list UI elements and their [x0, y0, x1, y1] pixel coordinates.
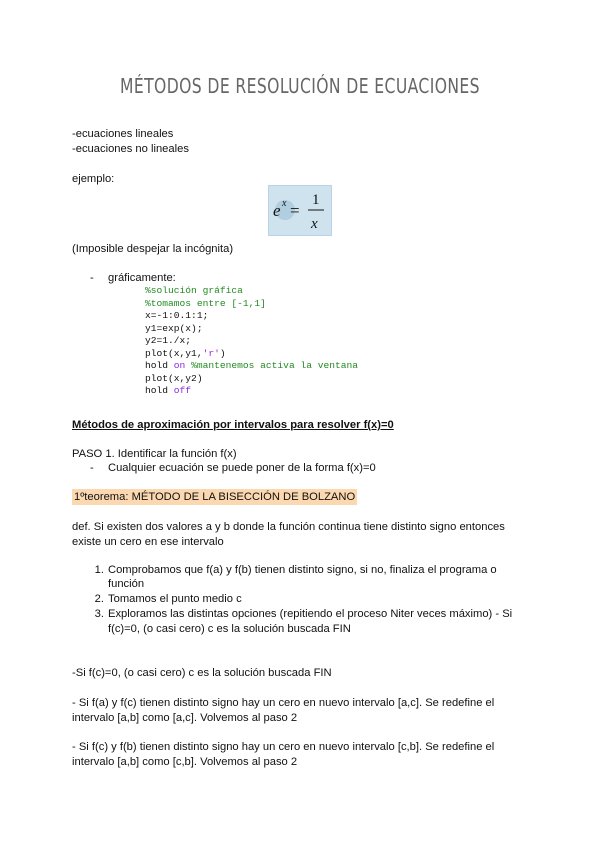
code-line [145, 348, 358, 361]
formula-svg [269, 186, 331, 235]
code-token: hold [145, 385, 174, 396]
step-3-line-2: f(c)=0, (o casi cero) c es la solución buscada FIN [108, 623, 351, 635]
step-2-line-1: Tomamos el punto medio c [108, 593, 242, 605]
code-line: %tomamos entre [-1,1] [145, 297, 266, 309]
step-1-line-1: Comprobamos que f(a) y f(b) tienen distinto signo, si no, finaliza el programa o [108, 564, 497, 576]
graphical-label: gráficamente: [108, 272, 176, 284]
theorem-title [72, 490, 357, 504]
graphical-bullet: - [90, 272, 94, 284]
paso1-bullet: - [90, 462, 94, 474]
case-3-line-1: - Si f(c) y f(b) tienen distinto signo hay un cero en nuevo intervalo [c,b]. Se redefine el [72, 741, 495, 753]
code-block [145, 285, 358, 398]
code-line [145, 385, 358, 398]
step-3-line-1: Exploramos las distintas opciones (repitiendo el proceso Niter veces máximo) - Si [108, 608, 513, 620]
theorem-highlight: 1ºteorema: MÉTODO DE LA BISECCIÓN DE BOLZANO [74, 491, 356, 503]
case-3-line-2: intervalo [a,b] como [c,b]. Volvemos al paso 2 [72, 756, 298, 768]
code-token: plot(x,y1, [145, 347, 203, 359]
formula-numerator: 1 [312, 192, 320, 208]
case-1: -Si f(c)=0, (o casi cero) c es la solución buscada FIN [72, 667, 332, 679]
code-keyword: off [173, 385, 192, 396]
step-num: 1. [94, 564, 104, 576]
definition-line-2: existe un cero en ese intervalo [72, 536, 224, 548]
code-token: hold [145, 360, 174, 371]
formula-equals: = [290, 201, 300, 220]
code-line: plot(x,y2) [145, 372, 203, 384]
step-num: 3. [94, 608, 104, 620]
example-label: ejemplo: [72, 173, 115, 185]
step-1-line-2: función [108, 578, 145, 590]
code-keyword: on [173, 360, 186, 371]
code-token: ) [219, 347, 226, 359]
code-line [145, 360, 358, 373]
case-2-line-2: intervalo [a,b] como [a,c]. Volvemos al paso 2 [72, 712, 298, 724]
definition-line-1: def. Si existen dos valores a y b donde la función continua tiene distinto signo entonces [72, 521, 505, 533]
step-num: 2. [94, 593, 104, 605]
code-line: y2=1./x; [145, 335, 192, 346]
section-heading: Métodos de aproximación por intervalos para resolver f(x)=0 [72, 419, 394, 431]
code-line: %solución gráfica [145, 285, 243, 296]
case-2-line-1: - Si f(a) y f(c) tienen distinto signo hay un cero en nuevo intervalo [a,c]. Se redefine el [72, 697, 495, 709]
code-line: x=-1:0.1:1; [145, 310, 209, 321]
impossible-note: (Imposible despejar la incógnita) [72, 243, 234, 255]
formula-exponent: x [282, 198, 287, 209]
page-title: MÉTODOS DE RESOLUCIÓN DE ECUACIONES [120, 74, 480, 98]
intro-line-linear: -ecuaciones lineales [72, 128, 174, 140]
formula-base: e [273, 201, 281, 220]
intro-line-nonlinear: -ecuaciones no lineales [72, 143, 189, 155]
code-string: 'r' [202, 347, 220, 359]
code-comment: %mantenemos activa la ventana [185, 360, 359, 371]
paso1-title: PASO 1. Identificar la función f(x) [72, 448, 237, 460]
formula-image [268, 185, 332, 236]
code-line: y1=exp(x); [145, 322, 203, 334]
formula-denominator: x [311, 216, 318, 232]
paso1-text: Cualquier ecuación se puede poner de la forma f(x)=0 [108, 462, 376, 474]
